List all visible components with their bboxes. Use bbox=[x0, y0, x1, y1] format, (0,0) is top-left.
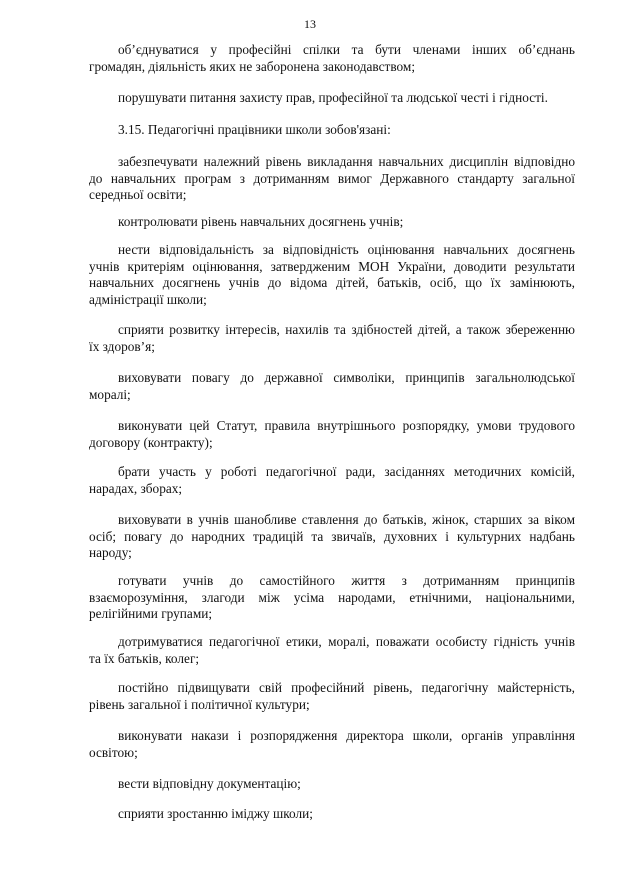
paragraph-line: моралі; bbox=[89, 386, 131, 402]
paragraph-line: постійно підвищувати свій професійний рівень, педагогічну майстерність, bbox=[118, 680, 575, 695]
paragraph-line: громадян, діяльність яких не заборонена законодавством; bbox=[89, 58, 416, 74]
paragraph-line: договору (контракту); bbox=[89, 434, 213, 450]
paragraph-responsibility bbox=[89, 242, 575, 308]
page-number: 13 bbox=[304, 17, 316, 31]
paragraph-line: взаєморозуміння, злагоди між усіма народами, етнічними, національними, bbox=[89, 589, 575, 605]
paragraph-line: виконувати накази і розпорядження директора школи, органів управління bbox=[118, 728, 575, 743]
paragraph-line: та їх батьків, колег; bbox=[89, 650, 200, 666]
paragraph-line: виховувати в учнів шанобливе ставлення до батьків, жінок, старших за віком bbox=[118, 512, 575, 527]
paragraph-statute bbox=[89, 418, 575, 451]
paragraph-line: контролювати рівень навчальних досягнень учнів; bbox=[118, 214, 404, 229]
paragraph-line: учнів критеріям оцінювання, затвердженим МОН України, доводити результати bbox=[89, 258, 575, 274]
paragraph-line: брати участь у роботі педагогічної ради, засіданнях методичних комісій, bbox=[118, 464, 575, 479]
paragraph-line: сприяти розвитку інтересів, нахилів та здібностей дітей, а також збереженню bbox=[118, 322, 575, 337]
paragraph-line: адміністрації школи; bbox=[89, 291, 207, 307]
paragraph-line: рівень загальної і політичної культури; bbox=[89, 696, 310, 712]
paragraph-teaching-level bbox=[89, 154, 575, 204]
paragraph-ethics bbox=[89, 634, 575, 667]
paragraph-development bbox=[89, 322, 575, 355]
paragraph-line: дотримуватися педагогічної етики, моралі, поважати особисту гідність учнів bbox=[118, 634, 575, 649]
paragraph-line: нарадах, зборах; bbox=[89, 480, 183, 496]
paragraph-orders bbox=[89, 728, 575, 761]
paragraph-preparation bbox=[89, 573, 575, 623]
paragraph-line: забезпечувати належний рівень викладання навчальних дисциплін відповідно bbox=[118, 154, 575, 169]
paragraph-care bbox=[89, 512, 575, 562]
paragraph-documentation bbox=[89, 776, 575, 793]
paragraph-line: нести відповідальність за відповідність оцінювання навчальних досягнень bbox=[118, 242, 575, 257]
paragraph-line: 3.15. Педагогічні працівники школи зобов'язані: bbox=[118, 122, 391, 137]
paragraph-image bbox=[89, 806, 575, 823]
paragraph-line: середньої освіти; bbox=[89, 187, 187, 202]
paragraph-obligations-heading bbox=[89, 122, 575, 139]
paragraph-line: до навчальних програм з дотриманням вимог Державного стандарту загальної bbox=[89, 170, 575, 186]
paragraph-line: об’єднуватися у професійні спілки та бути членами інших об’єднань bbox=[118, 42, 575, 57]
paragraph-line: народу; bbox=[89, 545, 132, 560]
paragraph-line: готувати учнів до самостійного життя з дотриманням принципів bbox=[118, 573, 575, 588]
paragraph-line: виховувати повагу до державної символіки, принципів загальнолюдської bbox=[118, 370, 575, 385]
paragraph-line: вести відповідну документацію; bbox=[118, 776, 301, 791]
paragraph-control bbox=[89, 214, 575, 231]
paragraph-line: порушувати питання захисту прав, професійної та людської честі і гідності. bbox=[118, 90, 548, 105]
paragraph-line: навчальних досягнень учнів до відома дітей, батьків, осіб, що їх замінюють, bbox=[89, 275, 575, 290]
paragraph-union bbox=[89, 42, 575, 75]
paragraph-respect-symbols bbox=[89, 370, 575, 403]
paragraph-line: осіб; повагу до народних традицій та звичаїв, духовних і культурних надбань bbox=[89, 528, 575, 544]
paragraph-line: їх здоров’я; bbox=[89, 338, 155, 354]
paragraph-line: релігійними групами; bbox=[89, 606, 213, 621]
paragraph-line: сприяти зростанню іміджу школи; bbox=[118, 806, 313, 821]
paragraph-line: освітою; bbox=[89, 744, 138, 760]
paragraph-protection bbox=[89, 90, 575, 107]
paragraph-improvement bbox=[89, 680, 575, 713]
paragraph-council bbox=[89, 464, 575, 497]
paragraph-line: виконувати цей Статут, правила внутрішнього розпорядку, умови трудового bbox=[118, 418, 575, 433]
